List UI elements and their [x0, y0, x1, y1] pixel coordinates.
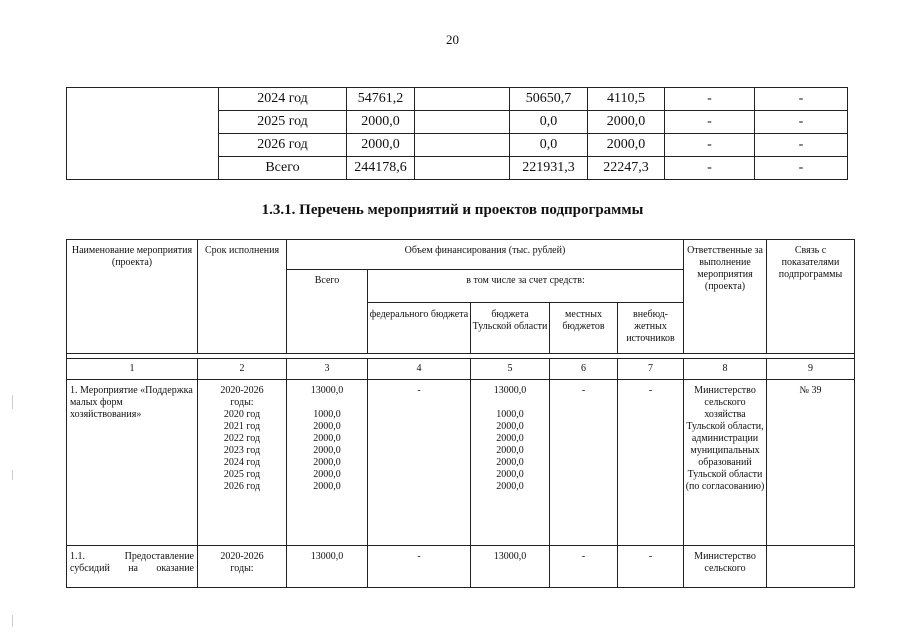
- table-row: [67, 88, 848, 111]
- summary-resp: -: [755, 111, 848, 134]
- measure-federal: -: [368, 546, 471, 588]
- col-index: 4: [368, 359, 471, 380]
- measure-regional: [471, 380, 550, 546]
- header-incl: в том числе за счет средств:: [368, 270, 684, 303]
- total-line: 2000,0: [313, 469, 341, 480]
- term-line: годы:: [230, 563, 254, 574]
- summary-local: 2000,0: [588, 111, 665, 134]
- measure-extra: -: [618, 546, 684, 588]
- term-line: 2023 год: [223, 445, 261, 456]
- summary-blank-cell: [67, 88, 219, 180]
- term-line: 2026 год: [223, 481, 261, 492]
- summary-year: Всего: [219, 157, 347, 180]
- measure-local: -: [550, 380, 618, 546]
- col-index: 7: [618, 359, 684, 380]
- term-line: 2022 год: [223, 433, 261, 444]
- section-title: 1.3.1. Перечень мероприятий и проектов подпрограммы: [261, 202, 644, 218]
- regional-line: 2000,0: [496, 457, 524, 468]
- total-line: 1000,0: [313, 409, 341, 420]
- measures-table: [66, 239, 855, 588]
- term-line: 2021 год: [223, 421, 261, 432]
- regional-line: [471, 397, 549, 409]
- regional-line: 2000,0: [496, 445, 524, 456]
- header-total: Всего: [287, 270, 368, 354]
- summary-federal: [415, 134, 510, 157]
- header-regional: бюджета Тульской области: [471, 303, 550, 354]
- total-line: 2000,0: [313, 421, 341, 432]
- total-line: 2000,0: [313, 433, 341, 444]
- summary-local: 2000,0: [588, 134, 665, 157]
- summary-total: 2000,0: [347, 111, 415, 134]
- header-local: местных бюджетов: [550, 303, 618, 354]
- measure-link: [767, 546, 855, 588]
- summary-local: 4110,5: [588, 88, 665, 111]
- measure-total: [287, 380, 368, 546]
- name-line: 1.1. Предоставление: [70, 551, 194, 562]
- header-row: [67, 240, 855, 270]
- regional-line: 2000,0: [496, 421, 524, 432]
- summary-total: 244178,6: [347, 157, 415, 180]
- summary-regional: 0,0: [510, 111, 588, 134]
- measure-link: № 39: [767, 380, 855, 546]
- summary-extra: -: [665, 88, 755, 111]
- total-line: 2000,0: [313, 481, 341, 492]
- header-link: Связь с показателями подпрограммы: [767, 240, 855, 354]
- summary-year: 2026 год: [219, 134, 347, 157]
- measure-responsible: Министерство сельского: [684, 546, 767, 588]
- measure-extra: -: [618, 380, 684, 546]
- total-line: 13000,0: [310, 385, 344, 396]
- name-line: субсидий на оказание: [70, 563, 194, 574]
- measure-term: [198, 380, 287, 546]
- summary-regional: 50650,7: [510, 88, 588, 111]
- table-row: [67, 380, 855, 546]
- scan-edge-mark: [12, 615, 13, 627]
- page-number: 20: [446, 32, 459, 47]
- summary-resp: -: [755, 134, 848, 157]
- term-line: 2025 год: [223, 469, 261, 480]
- regional-line: 13000,0: [493, 385, 527, 396]
- summary-extra: -: [665, 157, 755, 180]
- col-index: 6: [550, 359, 618, 380]
- measure-term: [198, 546, 287, 588]
- header-extra: внебюд-жетных источников: [618, 303, 684, 354]
- col-index: 2: [198, 359, 287, 380]
- col-index: 5: [471, 359, 550, 380]
- header-responsible: Ответственные за выполнение мероприятия (проекта): [684, 240, 767, 354]
- scan-edge-mark: [12, 395, 13, 409]
- summary-year: 2025 год: [219, 111, 347, 134]
- measure-total: 13000,0: [287, 546, 368, 588]
- regional-line: 2000,0: [496, 481, 524, 492]
- summary-local: 22247,3: [588, 157, 665, 180]
- header-federal: федерального бюджета: [368, 303, 471, 354]
- regional-line: 2000,0: [496, 433, 524, 444]
- term-line: 2020-2026: [220, 385, 264, 396]
- index-row: [67, 359, 855, 380]
- summary-table: [66, 87, 848, 180]
- header-funding: Объем финансирования (тыс. рублей): [287, 240, 684, 270]
- col-index: 9: [767, 359, 855, 380]
- summary-federal: [415, 157, 510, 180]
- term-line: 2020-2026: [220, 551, 264, 562]
- scan-edge-mark: [12, 470, 13, 480]
- summary-regional: 0,0: [510, 134, 588, 157]
- measure-local: -: [550, 546, 618, 588]
- total-line: [287, 397, 367, 409]
- measure-name: 1. Мероприятие «Поддержка малых форм хозяйствования»: [67, 380, 198, 546]
- term-line: 2020 год: [223, 409, 261, 420]
- header-name: Наименование мероприятия (проекта): [67, 240, 198, 354]
- col-index: 1: [67, 359, 198, 380]
- term-line: 2024 год: [223, 457, 261, 468]
- summary-extra: -: [665, 111, 755, 134]
- regional-line: 2000,0: [496, 469, 524, 480]
- summary-resp: -: [755, 88, 848, 111]
- summary-federal: [415, 111, 510, 134]
- measure-name: [67, 546, 198, 588]
- summary-total: 2000,0: [347, 134, 415, 157]
- regional-line: 1000,0: [496, 409, 524, 420]
- table-row: [67, 546, 855, 588]
- measure-responsible: Министерство сельского хозяйства Тульской области, администрации муниципальных образований Тульской области (по согласованию): [684, 380, 767, 546]
- summary-extra: -: [665, 134, 755, 157]
- measure-federal: -: [368, 380, 471, 546]
- total-line: 2000,0: [313, 457, 341, 468]
- total-line: 2000,0: [313, 445, 341, 456]
- col-index: 8: [684, 359, 767, 380]
- summary-year: 2024 год: [219, 88, 347, 111]
- summary-federal: [415, 88, 510, 111]
- term-line: годы:: [230, 397, 254, 408]
- col-index: 3: [287, 359, 368, 380]
- measure-regional: 13000,0: [471, 546, 550, 588]
- summary-total: 54761,2: [347, 88, 415, 111]
- summary-resp: -: [755, 157, 848, 180]
- header-term: Срок исполнения: [198, 240, 287, 354]
- summary-regional: 221931,3: [510, 157, 588, 180]
